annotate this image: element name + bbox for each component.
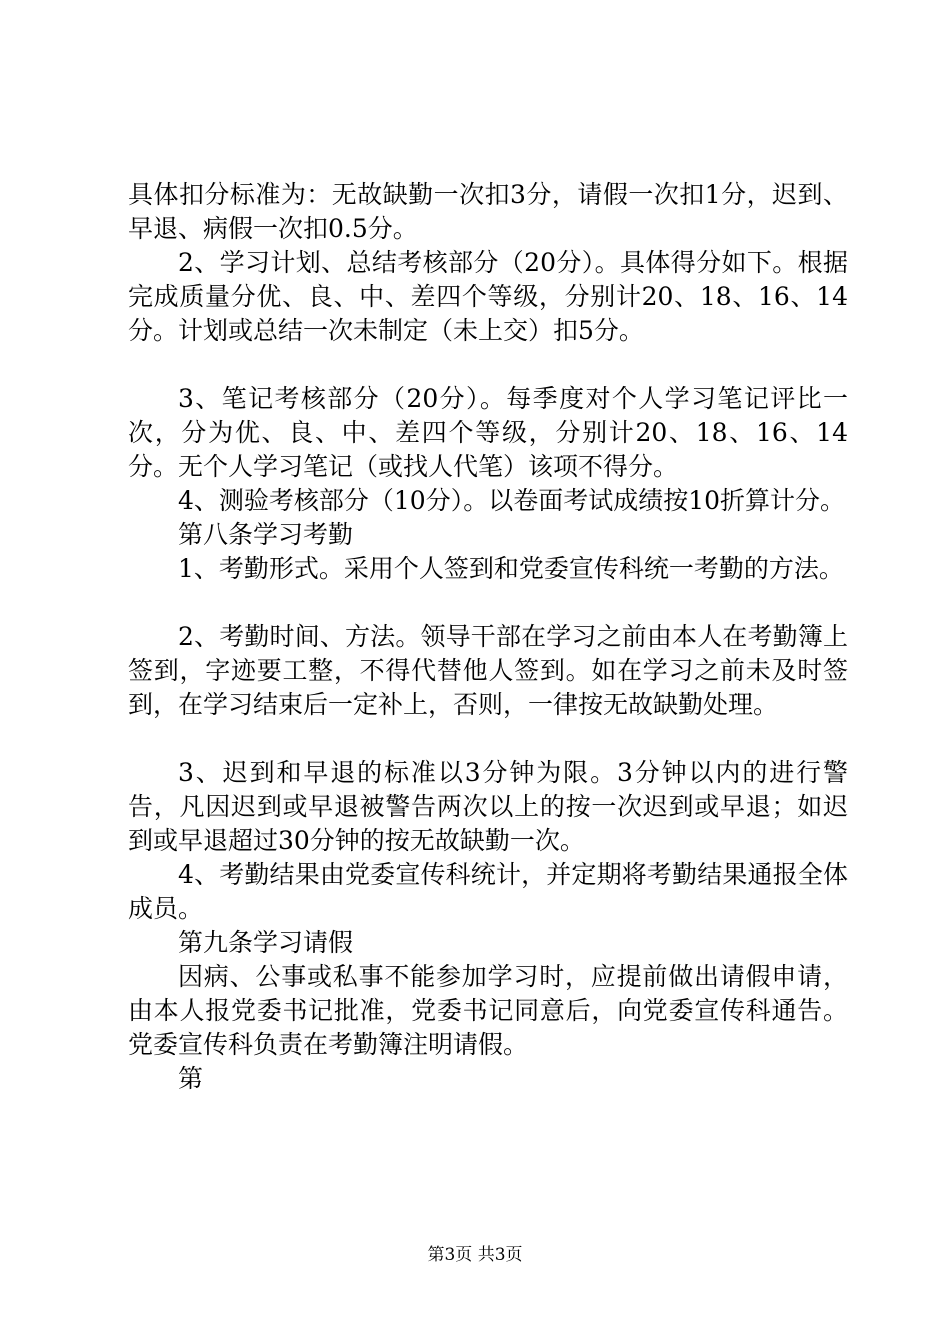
paragraph-plan-summary: 2、学习计划、总结考核部分（20分）。具体得分如下。根据完成质量分优、良、中、差四个等级，分别计20、18、16、14分。计划或总结一次未制定（未上交）扣5分。: [128, 248, 848, 345]
paragraph-attendance-method: 2、考勤时间、方法。领导干部在学习之前由本人在考勤簿上签到，字迹要工整，不得代替他人签到。如在学习之前未及时签到，在学习结束后一定补上，否则，一律按无故缺勤处理。: [128, 622, 848, 719]
paragraph-attendance-result: 4、考勤结果由党委宣传科统计，并定期将考勤结果通报全体成员。: [128, 860, 848, 923]
page-footer: 第3页 共3页: [427, 1245, 523, 1265]
paragraph-truncated: 第: [178, 1064, 204, 1093]
section-heading-attendance: 第八条学习考勤: [178, 520, 354, 549]
paragraph-notes: 3、笔记考核部分（20分）。每季度对个人学习笔记评比一次，分为优、良、中、差四个等级，分别计20、18、16、14分。无个人学习笔记（或找人代笔）该项不得分。: [128, 384, 848, 481]
paragraph-test: 4、测验考核部分（10分）。以卷面考试成绩按10折算计分。: [178, 486, 846, 515]
paragraph-deduction-standard: 具体扣分标准为：无故缺勤一次扣3分，请假一次扣1分，迟到、早退、病假一次扣0.5分。: [128, 180, 848, 243]
section-heading-leave: 第九条学习请假: [178, 928, 354, 957]
paragraph-attendance-form: 1、考勤形式。采用个人签到和党委宣传科统一考勤的方法。: [178, 554, 844, 583]
document-body: [128, 178, 848, 1096]
paragraph-late-early: 3、迟到和早退的标准以3分钟为限。3分钟以内的进行警告，凡因迟到或早退被警告两次以上的按一次迟到或早退；如迟到或早退超过30分钟的按无故缺勤一次。: [128, 758, 848, 855]
paragraph-leave: 因病、公事或私事不能参加学习时，应提前做出请假申请，由本人报党委书记批准，党委书记同意后，向党委宣传科通告。党委宣传科负责在考勤簿注明请假。: [128, 962, 848, 1059]
